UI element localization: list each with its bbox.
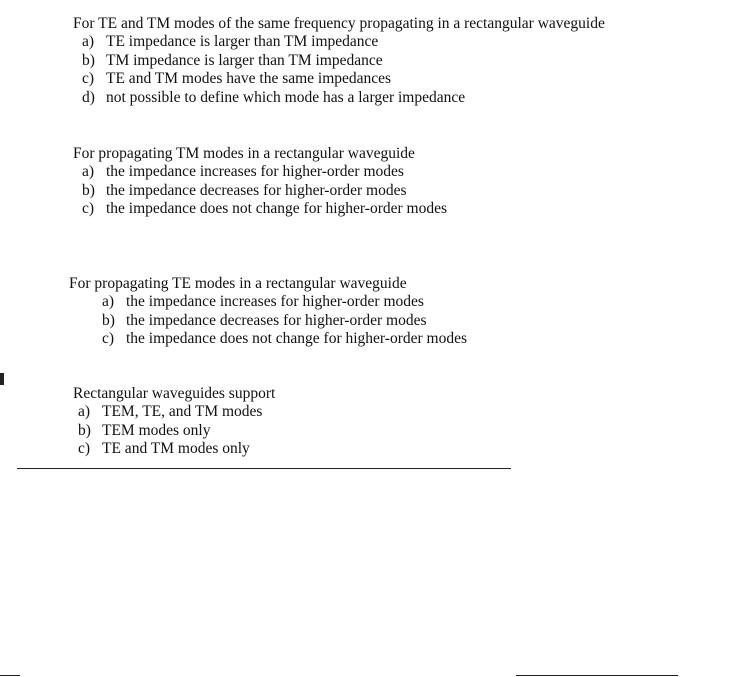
option-letter: c) [102, 330, 115, 347]
option-text: not possible to define which mode has a larger impedance [106, 88, 466, 106]
option-text: TE and TM modes only [102, 440, 250, 457]
option-text: the impedance decreases for higher-order modes [126, 311, 427, 329]
option-letter: b) [102, 311, 115, 329]
question-1-prompt: For TE and TM modes of the same frequency propagating in a rectangular waveguide [73, 15, 605, 32]
question-4-option-c [78, 440, 275, 459]
footer-rule-left [0, 675, 20, 676]
question-4-options [78, 403, 275, 459]
question-2-options [82, 163, 447, 219]
option-letter: c) [82, 200, 95, 217]
option-letter: d) [82, 88, 95, 106]
option-letter: b) [82, 51, 95, 69]
question-3-option-a [102, 293, 467, 312]
question-1-options [82, 33, 605, 107]
question-2 [73, 145, 447, 219]
option-letter: b) [78, 421, 91, 439]
question-4-prompt: Rectangular waveguides support [73, 385, 276, 402]
question-1-option-a [82, 33, 605, 52]
option-letter: a) [82, 163, 95, 180]
question-2-option-c [82, 200, 447, 219]
option-letter: a) [102, 293, 115, 310]
question-1-option-b [82, 52, 605, 71]
option-letter: b) [82, 181, 95, 199]
question-3-option-c [102, 330, 467, 349]
question-4 [73, 385, 275, 459]
question-3-prompt: For propagating TE modes in a rectangular waveguide [69, 275, 407, 292]
question-2-option-b [82, 182, 447, 201]
option-text: the impedance increases for higher-order modes [106, 163, 404, 180]
option-letter: c) [82, 70, 95, 87]
question-4-option-a [78, 403, 275, 422]
margin-marker [0, 373, 4, 385]
option-letter: a) [82, 33, 95, 50]
option-letter: a) [78, 403, 91, 420]
section-divider [17, 468, 511, 469]
option-text: the impedance decreases for higher-order modes [106, 181, 407, 199]
option-text: TEM modes only [102, 421, 211, 439]
question-1-option-d [82, 89, 605, 108]
question-3-option-b [102, 312, 467, 331]
option-text: TEM, TE, and TM modes [102, 403, 263, 420]
question-4-option-b [78, 422, 275, 441]
option-text: the impedance does not change for higher-order modes [106, 200, 447, 217]
option-text: the impedance does not change for higher-order modes [126, 330, 467, 347]
option-text: TE impedance is larger than TM impedance [106, 33, 379, 50]
question-3 [69, 275, 467, 349]
option-letter: c) [78, 440, 91, 457]
option-text: the impedance increases for higher-order modes [126, 293, 424, 310]
question-3-options [102, 293, 467, 349]
question-1-option-c [82, 70, 605, 89]
option-text: TM impedance is larger than TM impedance [106, 51, 383, 69]
footer-rule-right [516, 675, 678, 676]
question-2-prompt: For propagating TM modes in a rectangular waveguide [73, 145, 415, 162]
question-1 [73, 15, 605, 107]
question-2-option-a [82, 163, 447, 182]
option-text: TE and TM modes have the same impedances [106, 70, 392, 87]
